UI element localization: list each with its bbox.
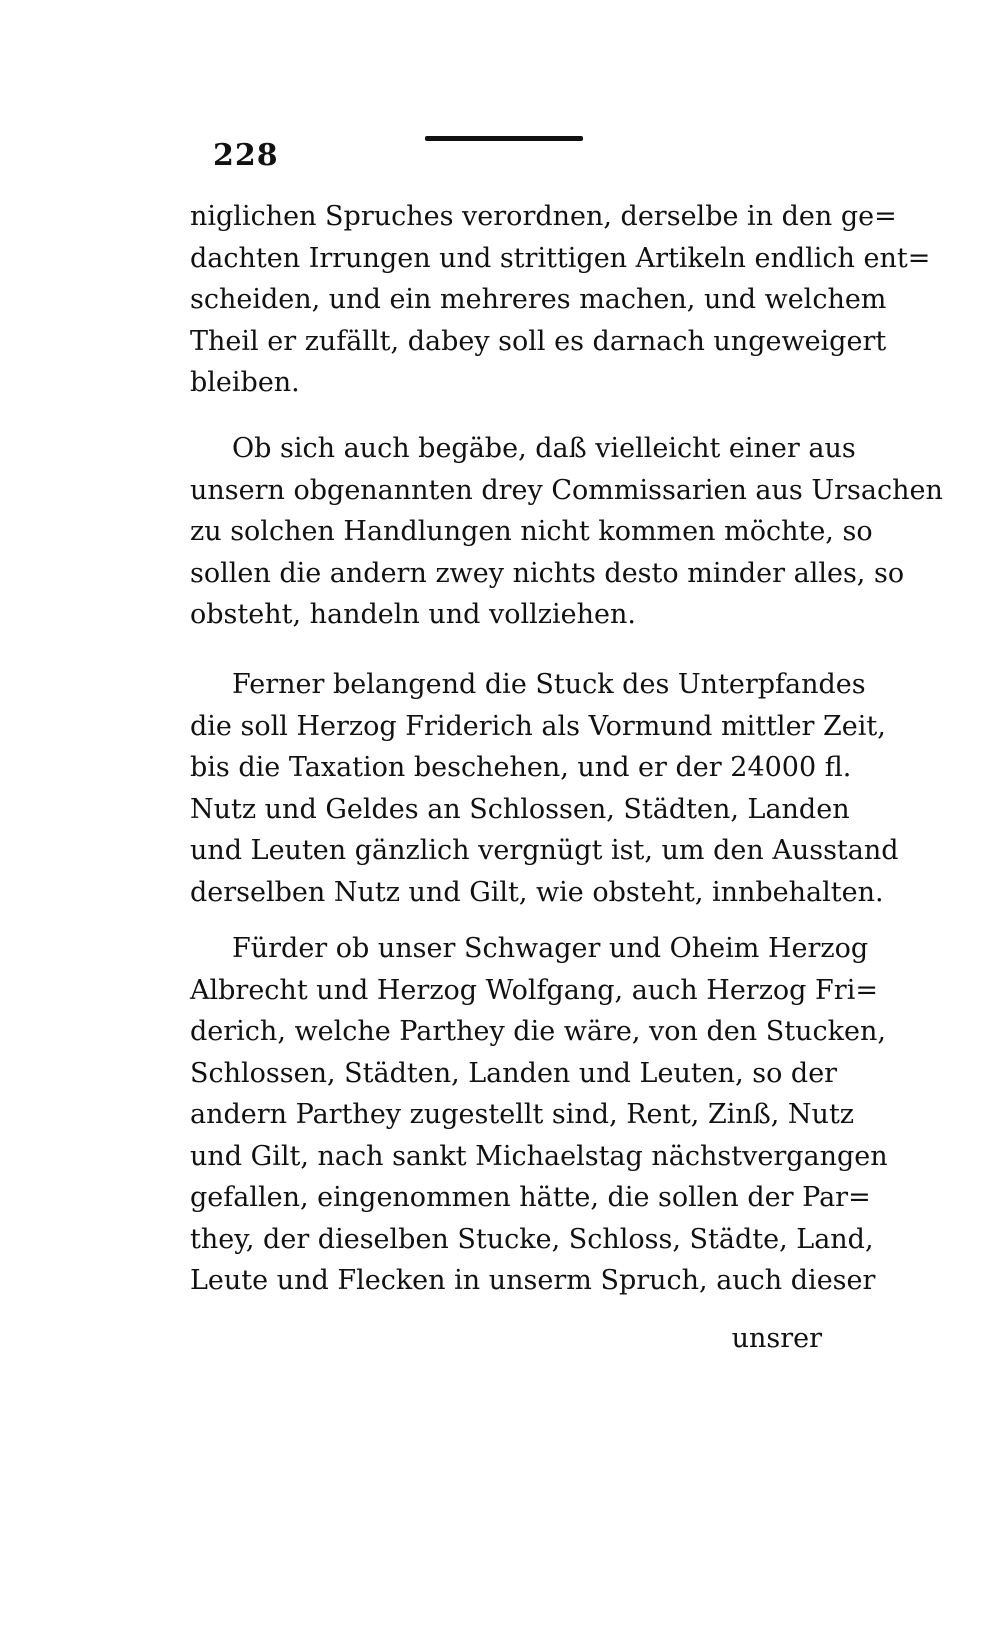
text-line: und Gilt, nach sankt Michaelstag nächstvergangen bbox=[190, 1140, 888, 1172]
text-line: sollen die andern zwey nichts desto minder alles, so bbox=[190, 557, 905, 589]
paragraph-3 bbox=[190, 664, 899, 913]
text-line: scheiden, und ein mehreres machen, und welchem bbox=[190, 284, 887, 315]
text-line: Ferner belangend die Stuck des Unterpfandes bbox=[232, 669, 866, 700]
text-line: zu solchen Handlungen nicht kommen möchte, so bbox=[190, 516, 873, 547]
text-line: bis die Taxation beschehen, und er der 24000 fl. bbox=[190, 752, 852, 783]
text-line: derselben Nutz und Gilt, wie obsteht, innbehalten. bbox=[190, 876, 884, 908]
text-line: obsteht, handeln und vollziehen. bbox=[190, 599, 636, 630]
text-line: gefallen, eingenommen hätte, die sollen der Par= bbox=[190, 1182, 871, 1213]
catchword: unsrer bbox=[731, 1323, 822, 1354]
text-line: derich, welche Parthey die wäre, von den Stucken, bbox=[190, 1016, 886, 1047]
text-line: Leute und Flecken in unserm Spruch, auch dieser bbox=[190, 1265, 876, 1296]
page-number: 228 bbox=[213, 138, 279, 173]
text-line: unsern obgenannten drey Commissarien aus Ursachen bbox=[190, 474, 943, 506]
text-line: dachten Irrungen und strittigen Artikeln endlich ent= bbox=[190, 242, 931, 274]
text-line: Fürder ob unser Schwager und Oheim Herzog bbox=[232, 933, 869, 964]
paragraph-4 bbox=[190, 928, 888, 1302]
text-line: niglichen Spruches verordnen, derselbe in den ge= bbox=[190, 201, 897, 232]
text-line: andern Parthey zugestellt sind, Rent, Zinß, Nutz bbox=[190, 1099, 855, 1130]
text-line: Albrecht und Herzog Wolfgang, auch Herzog Fri= bbox=[190, 974, 878, 1006]
text-line: die soll Herzog Friderich als Vormund mittler Zeit, bbox=[190, 710, 886, 742]
text-line: Schlossen, Städten, Landen und Leuten, so der bbox=[190, 1057, 838, 1089]
header-rule bbox=[425, 136, 583, 141]
text-line: Ob sich auch begäbe, daß vielleicht einer aus bbox=[232, 433, 856, 464]
text-line: they, der dieselben Stucke, Schloss, Städte, Land, bbox=[190, 1223, 874, 1255]
text-line: und Leuten gänzlich vergnügt ist, um den Ausstand bbox=[190, 835, 899, 866]
paragraph-1 bbox=[190, 196, 931, 404]
text-line: bleiben. bbox=[190, 367, 300, 398]
text-line: Theil er zufällt, dabey soll es darnach ungeweigert bbox=[190, 325, 887, 357]
text-line: Nutz und Geldes an Schlossen, Städten, Landen bbox=[190, 793, 850, 825]
paragraph-2 bbox=[190, 428, 943, 636]
